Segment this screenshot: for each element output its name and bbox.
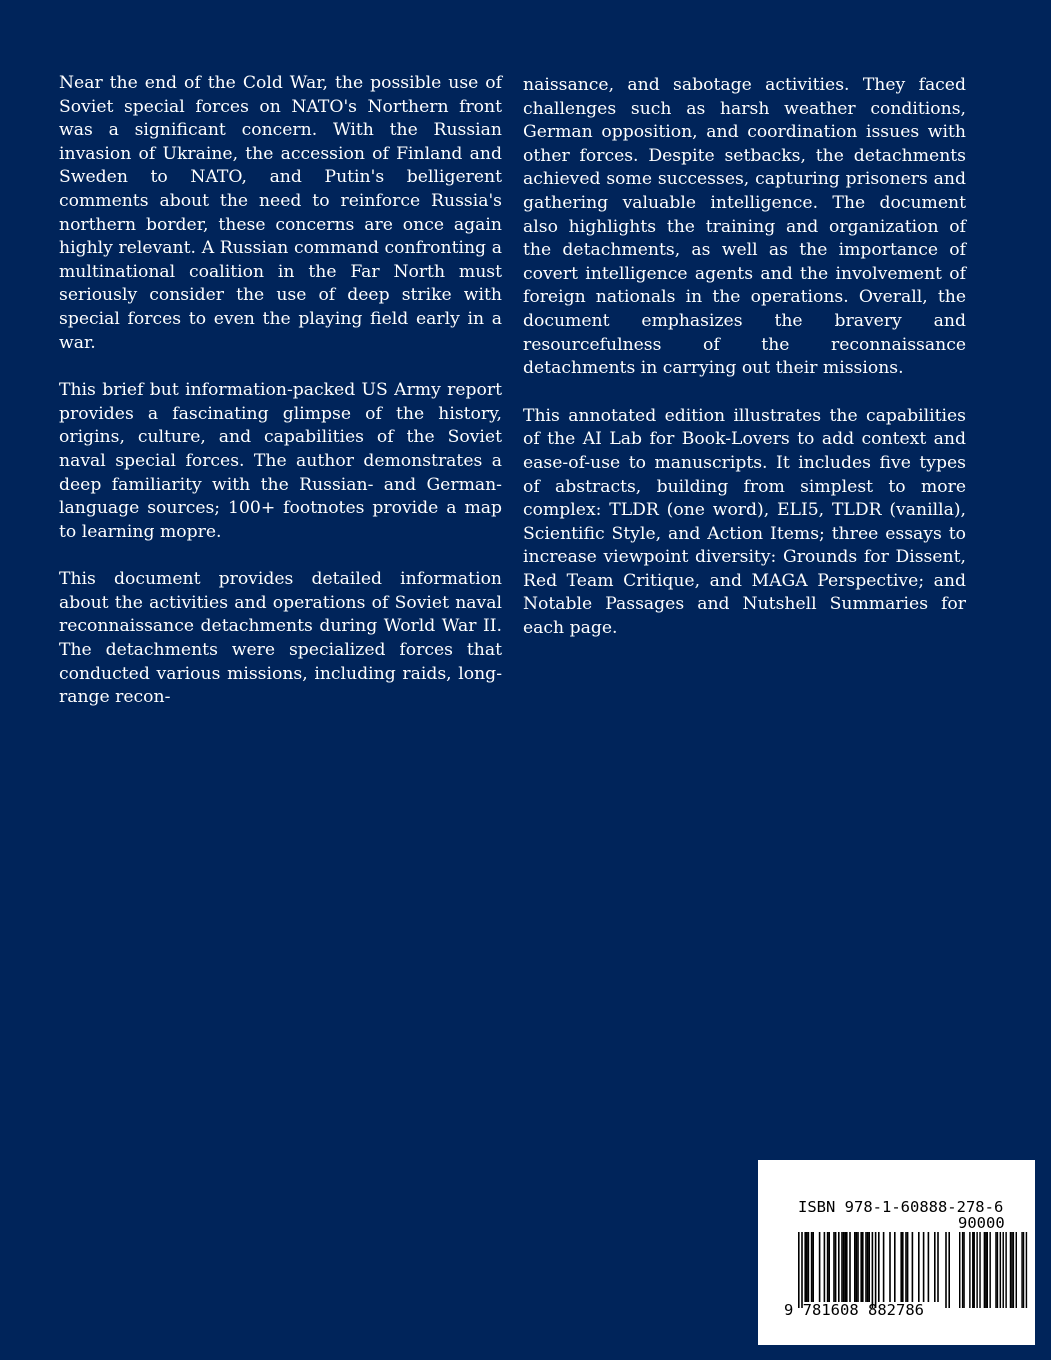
barcode-bar [828,1232,830,1302]
barcode-bar [865,1232,867,1302]
barcode-bar [962,1232,963,1308]
barcode-bar [1000,1232,1001,1308]
barcode-bar [974,1232,975,1308]
barcode-bar [1026,1232,1027,1308]
isbn-barcode-box [758,1160,1035,1345]
barcode-bar [833,1232,835,1302]
barcode-bar [804,1232,806,1302]
barcode-bar [907,1232,909,1302]
barcode-bar [923,1232,925,1302]
barcode-bar [969,1232,970,1308]
blurb-paragraph-5: This annotated edition illustrates the capabilities of the AI Lab for Book-Lovers to add context and ease-of-use to manuscripts. It includes five types of abstracts, building from simplest to more complex: TLDR (one word), ELI5, TLDR (vanilla), Scientific Style, and Action Items; three essays to increase viewpoint diversity: Grounds for Dissent, Red Team Critique, and MAGA Perspective; and Notable Passages and Nutshell Summaries for each page. [523,405,966,639]
blurb-paragraph-2: This brief but information-packed US Army report provides a fascinating glimpse of the history, origins, culture, and capabilities of the Soviet naval special forces. The author demonstrates a deep familiarity with the Russian- and German- language sources; 100+ footnotes provide a map to learning mopre. [59,380,502,542]
barcode-bar [1021,1232,1022,1308]
barcode-bar [798,1232,800,1308]
back-cover-right-column [523,74,966,665]
barcode-bar [979,1232,980,1308]
barcode-bar [827,1232,829,1302]
barcode-bar [1023,1232,1024,1308]
barcode-bar [868,1232,870,1302]
barcode-bar [989,1232,990,1308]
back-cover-left-column [59,72,502,734]
barcode-bar [857,1232,859,1302]
barcode-bar [806,1232,808,1302]
barcode-bar [862,1232,864,1302]
barcode-addon-price: 90000 [958,1214,1005,1232]
barcode-bar [811,1232,813,1302]
barcode-bar [963,1232,964,1308]
barcode-bar [841,1232,843,1302]
barcode-bar [835,1232,837,1302]
barcode-bar [902,1232,904,1302]
barcode-bar [808,1232,810,1302]
barcode-bar [959,1232,960,1308]
barcode-bar [1005,1232,1006,1308]
barcode-bar [838,1232,840,1302]
blurb-paragraph-3: This document provides detailed information about the activities and operations of Soviet naval reconnaissance detachments during World War II. The detachments were specialized forces that conducted various missions, including raids, long-range recon- [59,569,502,708]
barcode-bar [997,1232,998,1308]
blurb-paragraph-4: naissance, and sabotage activities. They faced challenges such as harsh weather conditions, German opposition, and coordination issues with other forces. Despite setbacks, the detachments achieved some successes, capturing prisoners and gathering valuable intelligence. The document also highlights the training and organization of the detachments, as well as the importance of covert intelligence agents and the involvement of foreign nationals in the operations. Overall, the document emphasizes the bravery and resourcefulness of the reconnaissance detachments in carrying out their missions. [523,75,966,379]
barcode-bar [985,1232,986,1308]
barcode-bar [972,1232,973,1308]
barcode-bar [1010,1232,1011,1308]
barcode-bar [889,1232,891,1302]
barcode-bar [1013,1232,1014,1308]
barcode-bar [883,1232,885,1302]
barcode-bar [987,1232,988,1308]
barcode-bar [934,1232,936,1302]
barcode-bar [844,1232,846,1302]
barcode-bar [976,1232,977,1308]
barcode-bar [1011,1232,1012,1308]
barcode-bar [854,1232,856,1302]
barcode-bar [995,1232,996,1308]
isbn-label: ISBN 978-1-60888-278-6 [798,1198,1004,1216]
barcode-bar [856,1232,858,1302]
barcode-bar [824,1232,826,1302]
barcode-bar [948,1232,950,1308]
barcode-bar [984,1232,985,1308]
barcode-bar [928,1232,930,1302]
barcode-bar [875,1232,877,1308]
barcode-bar [843,1232,845,1302]
barcode-bar [846,1232,848,1302]
barcode-bar [945,1232,947,1308]
barcode-bar [867,1232,869,1302]
barcode-bar [1016,1232,1017,1308]
barcode-bar [918,1232,920,1302]
barcode-bar [819,1232,821,1302]
barcode-bar [905,1232,907,1302]
barcode-bar [801,1232,803,1308]
barcode-bar [900,1232,902,1302]
barcode-bar [849,1232,851,1302]
blurb-paragraph-1: Near the end of the Cold War, the possible use of Soviet special forces on NATO's Northern front was a significant concern. With the Russian invasion of Ukraine, the accession of Finland and Sweden to NATO, and Putin's belligerent comments about the need to reinforce Russia's northern border, these concerns are once again highly relevant. A Russian command confronting a multinational coalition in the Far North must seriously consider the use of deep strike with special forces to even the playing field early in a war. [59,73,502,353]
barcode-bar [1003,1232,1004,1308]
barcode-bar [860,1232,862,1302]
barcode-bar [894,1232,896,1302]
barcode-bar [812,1232,814,1302]
ean-digits: 9 781608 882786 [784,1301,924,1319]
barcode-bar [912,1232,914,1302]
barcode-bar [872,1232,874,1308]
barcode-bar [878,1232,880,1302]
barcode-bar [937,1232,939,1302]
